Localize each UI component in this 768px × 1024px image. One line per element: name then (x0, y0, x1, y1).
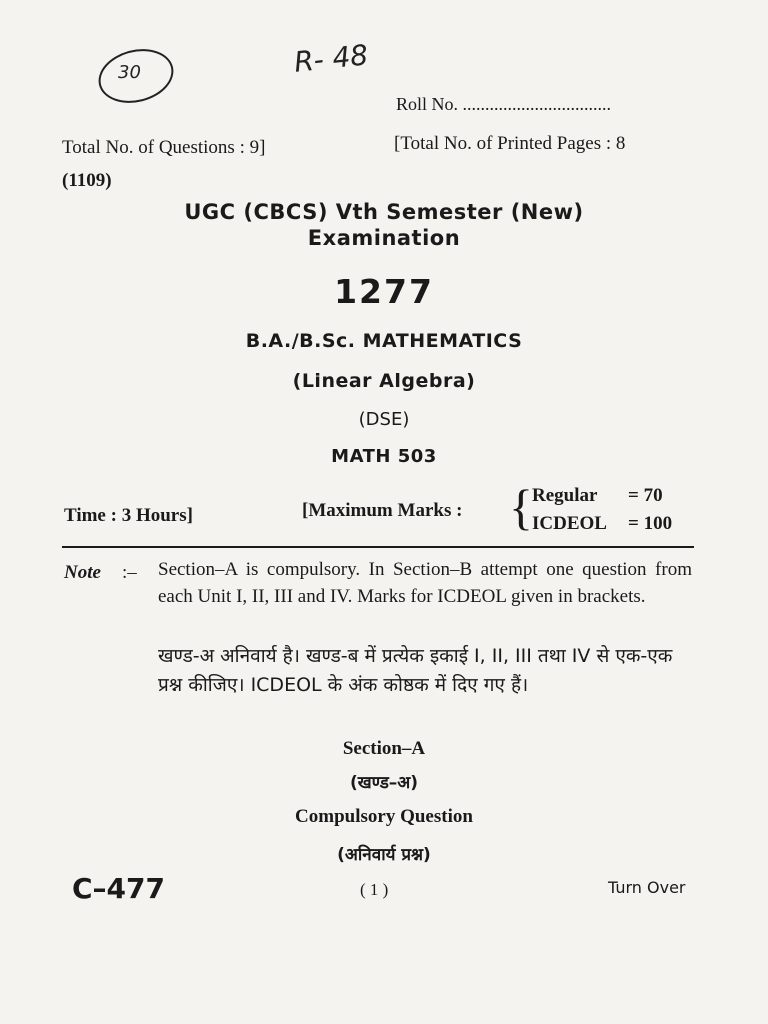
handwritten-circle-number: 30 (118, 62, 141, 83)
category-label: (DSE) (358, 409, 410, 430)
subject-title: B.A./B.Sc. MATHEMATICS (245, 330, 523, 352)
roll-number-field: Roll No. ................................. (396, 94, 612, 114)
page-number: ( 1 ) (360, 880, 389, 899)
icdeol-label: ICDEOL (532, 513, 607, 534)
footer-paper-code: C–477 (72, 872, 165, 905)
course-code: MATH 503 (331, 446, 437, 467)
horizontal-divider (62, 546, 694, 548)
max-marks-label: [Maximum Marks : (302, 500, 463, 521)
exam-title-line2: Examination (307, 226, 461, 250)
paper-number: 1277 (334, 272, 434, 311)
paper-code: (1109) (62, 170, 112, 191)
exam-time: Time : 3 Hours] (64, 505, 193, 526)
note-hindi: खण्ड-अ अनिवार्य है। खण्ड-ब में प्रत्येक इकाई I, II, III तथा IV से एक-एक प्रश्न कीजिए। ICDEOL के अंक कोष्ठक में दिए गए हैं। (158, 645, 673, 696)
section-a-title-hindi: (खण्ड–अ) (349, 773, 419, 793)
note-dash: :– (122, 562, 137, 583)
compulsory-question-title: Compulsory Question (295, 806, 473, 827)
icdeol-marks-row (532, 513, 692, 535)
icdeol-value: = 100 (628, 513, 673, 534)
regular-label: Regular (532, 485, 598, 506)
total-questions: Total No. of Questions : 9] (62, 137, 266, 158)
total-printed-pages: [Total No. of Printed Pages : 8 (394, 133, 626, 154)
marks-brace: { (509, 479, 533, 535)
exam-title-line1: UGC (CBCS) Vth Semester (New) (184, 200, 584, 224)
regular-value: = 70 (628, 485, 663, 506)
regular-marks-row (532, 485, 692, 507)
compulsory-question-title-hindi: (अनिवार्य प्रश्न) (337, 845, 431, 865)
handwritten-reference: R- 48 (292, 38, 370, 79)
turn-over-label: Turn Over (608, 878, 686, 897)
note-label: Note (64, 562, 101, 583)
subject-subtitle: (Linear Algebra) (292, 370, 476, 392)
section-a-title: Section–A (342, 738, 426, 759)
note-english: Section–A is compulsory. In Section–B attempt one question from each Unit I, II, III and IV. Marks for ICDEOL given in brackets. (158, 559, 692, 607)
